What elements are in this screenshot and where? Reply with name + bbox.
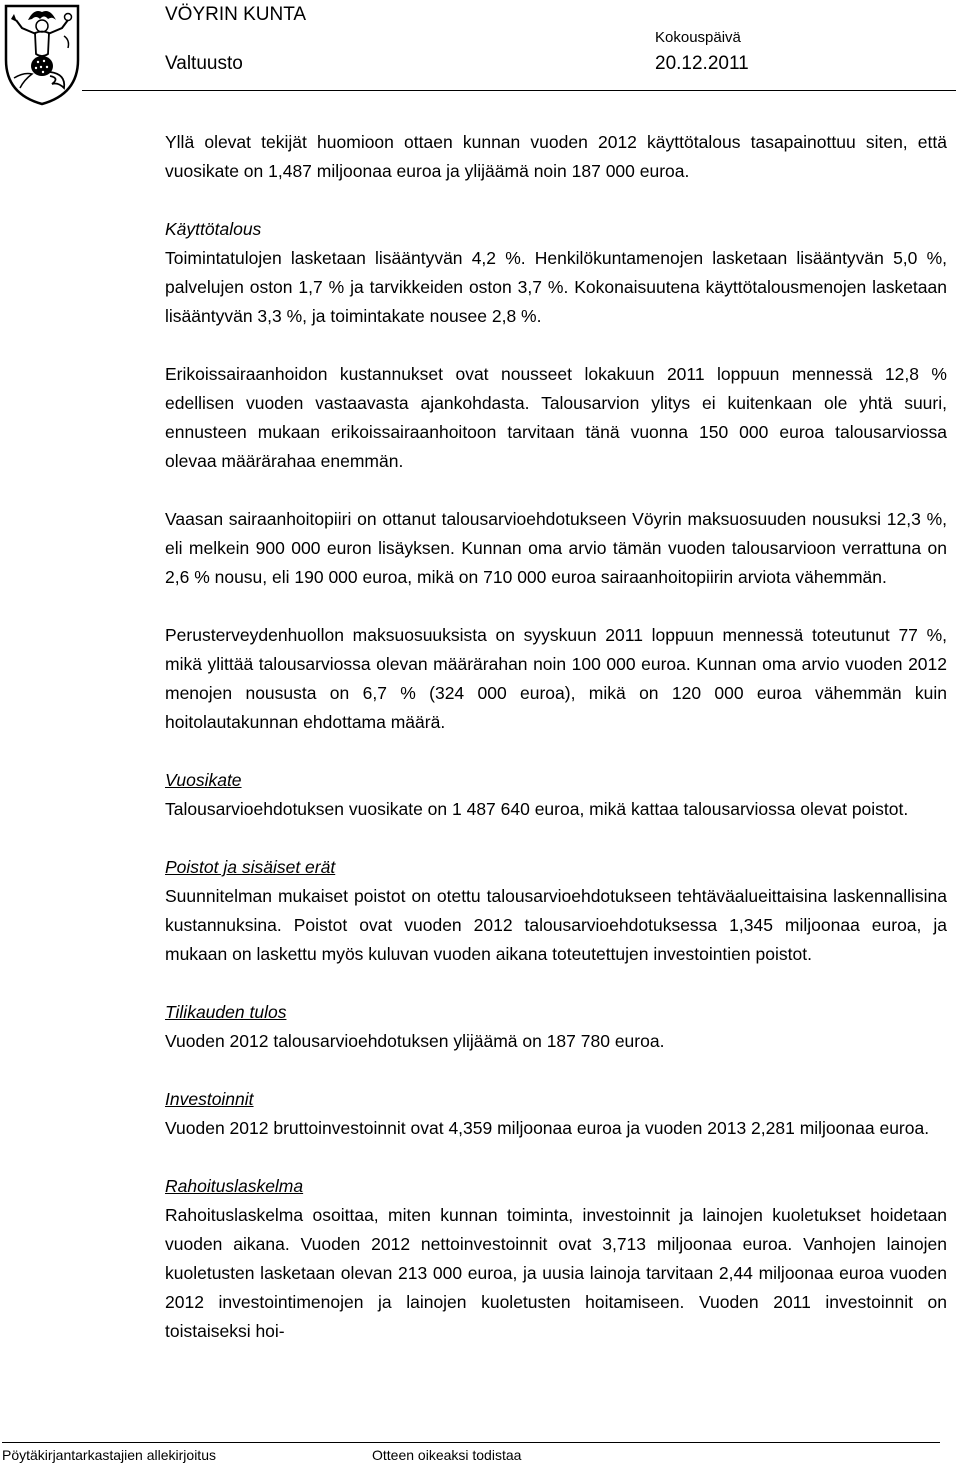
paragraph-text: Rahoituslaskelma osoittaa, miten kunnan toiminta, investoinnit ja lainojen kuoletukset hoidetaan vuoden aikana. Vuoden 2012 nettoinvestoinnit ovat 3,713 miljoonaa euroa. Vanhojen lainojen kuoletusten lasketaan olevan 213 000 euroa, ja uusia lainoja tarvitaan 2,44 miljoonaa euroa vuoden 2012 investointimenojen ja lainojen kuoletusten hoitamiseen. Vuoden 2011 investoinnit on toistaiseksi hoi- <box>165 1205 947 1341</box>
header-divider <box>82 90 956 91</box>
paragraph-text: Vaasan sairaanhoitopiiri on ottanut talousarvioehdotukseen Vöyrin maksuosuuden nousuksi 12,3 %, eli melkein 900 000 euron lisäyksen. Kunnan oma arvio tämän vuoden talousarvioon verrattuna on 2,6 % nousu, eli 190 000 euroa, mikä on 710 000 euroa sairaanhoitopiirin arviota vähemmän. <box>165 509 947 587</box>
paragraph <box>165 215 947 331</box>
paragraph-text: Erikoissairaanhoidon kustannukset ovat nousseet lokakuun 2011 loppuun mennessä 12,8 % edellisen vuoden vastaavasta ajankohdasta. Talousarvion ylitys ei kuitenkaan ole yhtä suuri, ennusteen mukaan erikoissairaanhoitoon tarvitaan tänä vuonna 150 000 euroa talousarviossa olevaa määrärahaa enemmän. <box>165 364 947 471</box>
organization-name: VÖYRIN KUNTA <box>165 4 307 25</box>
paragraph-text: Toimintatulojen lasketaan lisääntyvän 4,2 %. Henkilökuntamenojen lasketaan lisääntyvän 5,0 %, palvelujen oston 1,7 % ja tarvikkeiden oston 3,7 %. Kokonaisuutena käyttötalousmenojen lasketaan lisääntyvän 3,3 %, ja toimintakate nousee 2,8 %. <box>165 248 947 326</box>
paragraph-text: Yllä olevat tekijät huomioon ottaen kunnan vuoden 2012 käyttötalous tasapainottuu siten, että vuosikate on 1,487 miljoonaa euroa ja ylijäämä noin 187 000 euroa. <box>165 132 947 181</box>
document-body <box>165 128 947 1375</box>
paragraph-text: Vuoden 2012 talousarvioehdotuksen ylijäämä on 187 780 euroa. <box>165 1031 665 1051</box>
paragraph-text: Talousarvioehdotuksen vuosikate on 1 487 640 euroa, mikä kattaa talousarviossa olevat poistot. <box>165 799 909 819</box>
section-heading: Poistot ja sisäiset erät <box>165 857 336 877</box>
meeting-date-label: Kokouspäivä <box>655 29 741 46</box>
paragraph <box>165 621 947 737</box>
paragraph-text: Suunnitelman mukaiset poistot on otettu talousarvioehdotukseen tehtäväalueittaisina laskennallisina kustannuksina. Poistot ovat vuoden 2012 talousarvioehdotuksessa 1,345 miljoonaa euroa, ja mukaan on laskettu myös kuluvan vuoden aikana toteutettujen investointien poistot. <box>165 886 947 964</box>
municipal-crest-icon <box>2 2 82 106</box>
footer-divider-right <box>372 1442 940 1443</box>
paragraph <box>165 766 947 824</box>
section-heading: Investoinnit <box>165 1089 254 1109</box>
paragraph <box>165 128 947 186</box>
meeting-date: 20.12.2011 <box>655 53 749 74</box>
paragraph <box>165 1085 947 1143</box>
paragraph <box>165 360 947 476</box>
paragraph-text: Perusterveydenhuollon maksuosuuksista on syyskuun 2011 loppuun mennessä toteutunut 77 %, mikä ylittää talousarviossa olevan määrärahan noin 100 000 euroa. Kunnan oma arvio vuoden 2012 menojen noususta on 6,7 % (324 000 euroa), mikä on 120 000 euroa vähemmän kuin hoitolautakunnan ehdottama määrä. <box>165 625 947 732</box>
section-heading: Käyttötalous <box>165 219 262 239</box>
section-heading: Vuosikate <box>165 770 242 790</box>
footer-signature-label: Pöytäkirjantarkastajien allekirjoitus <box>2 1447 216 1463</box>
footer-certification-label: Otteen oikeaksi todistaa <box>372 1447 522 1463</box>
section-heading: Tilikauden tulos <box>165 1002 287 1022</box>
paragraph <box>165 505 947 592</box>
paragraph <box>165 998 947 1056</box>
governing-body: Valtuusto <box>165 53 243 74</box>
paragraph <box>165 1172 947 1346</box>
paragraph-text: Vuoden 2012 bruttoinvestoinnit ovat 4,359 miljoonaa euroa ja vuoden 2013 2,281 miljoonaa euroa. <box>165 1118 930 1138</box>
paragraph <box>165 853 947 969</box>
section-heading: Rahoituslaskelma <box>165 1176 304 1196</box>
